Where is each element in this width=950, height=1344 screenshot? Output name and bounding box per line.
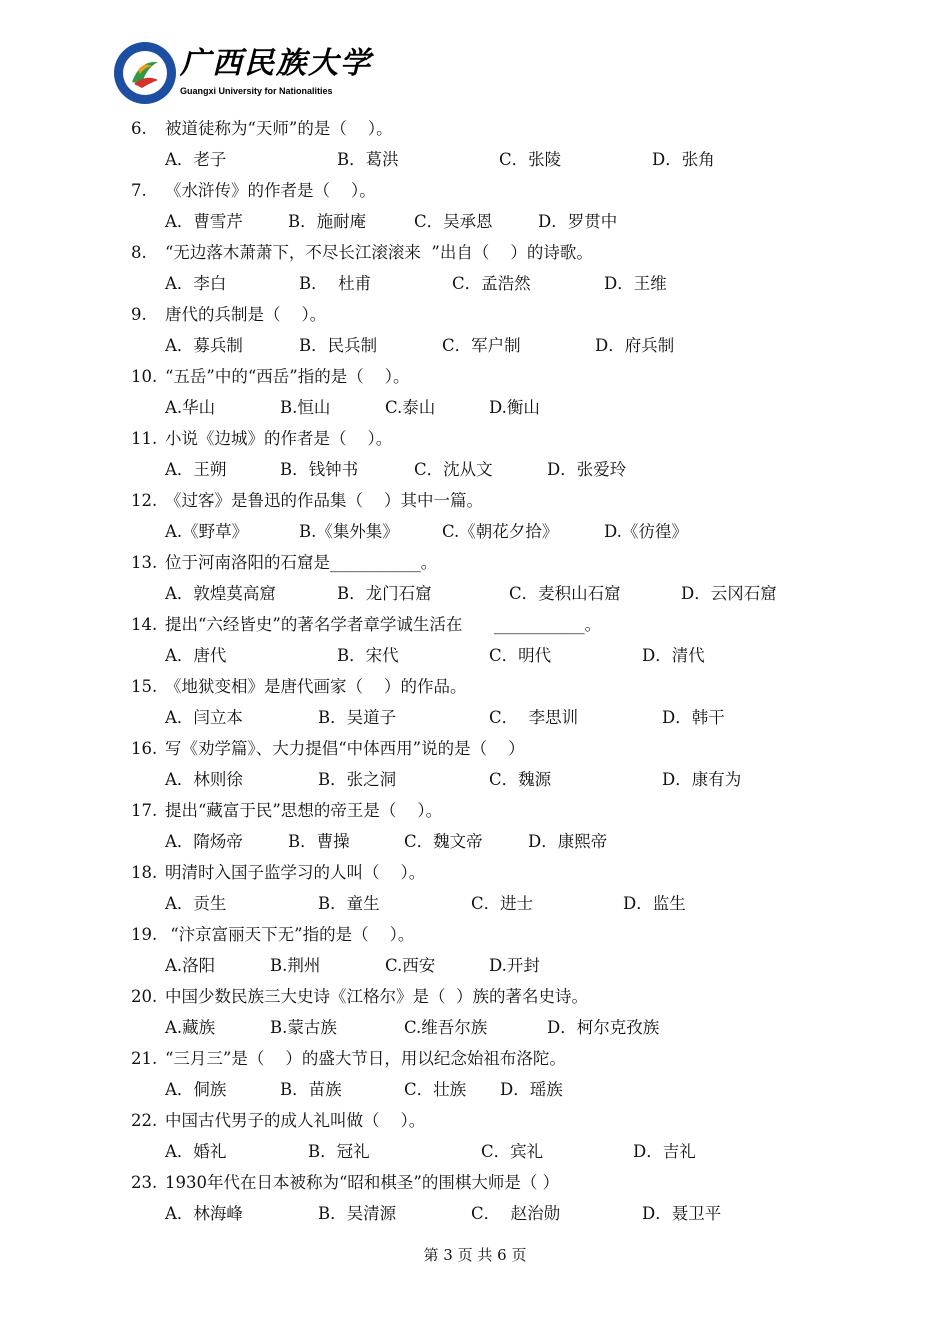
- question-item: [131, 1167, 911, 1198]
- answer-option: B．苗族: [280, 1080, 342, 1099]
- option-row: [131, 454, 911, 485]
- answer-option: B．施耐庵: [288, 212, 367, 231]
- question-text: 《过客》是鲁迅的作品集（ ）其中一篇。: [165, 491, 483, 510]
- question-text: 明清时入国子监学习的人叫（ ）。: [165, 863, 426, 882]
- question-text: 中国少数民族三大史诗《江格尔》是（ ）族的著名史诗。: [165, 987, 588, 1006]
- answer-option: D．瑶族: [500, 1080, 563, 1099]
- answer-option: A．李白: [165, 274, 227, 293]
- page-number: 第 3 页 共 6 页: [423, 1246, 527, 1264]
- answer-option: C．孟浩然: [452, 274, 531, 293]
- answer-option: A．隋炀帝: [165, 832, 243, 851]
- question-number: 17.: [131, 801, 158, 820]
- answer-option: B．冠礼: [308, 1142, 370, 1161]
- question-item: [131, 733, 911, 764]
- answer-option: A．林则徐: [165, 770, 243, 789]
- answer-option: B．葛洪: [337, 150, 399, 169]
- question-text: 中国古代男子的成人礼叫做（ ）。: [165, 1111, 426, 1130]
- question-text: “汴京富丽天下无”指的是（ ）。: [165, 925, 415, 944]
- question-text: 提出“六经皆史”的著名学者章学诚生活在 ___________。: [165, 615, 602, 634]
- answer-option: D．府兵制: [595, 336, 675, 355]
- question-item: [131, 1043, 911, 1074]
- option-row: [131, 578, 911, 609]
- question-item: [131, 423, 911, 454]
- answer-option: B．吴清源: [318, 1204, 397, 1223]
- option-row: [131, 640, 911, 671]
- answer-option: C.《朝花夕拾》: [442, 522, 559, 541]
- option-row: [131, 516, 911, 547]
- answer-option: A.藏族: [165, 1018, 216, 1037]
- question-number: 10.: [131, 367, 158, 386]
- answer-option: B．龙门石窟: [337, 584, 432, 603]
- option-row: [131, 206, 911, 237]
- answer-option: D．罗贯中: [538, 212, 618, 231]
- answer-option: A.《野草》: [165, 522, 249, 541]
- answer-option: C．明代: [489, 646, 552, 665]
- question-text: 写《劝学篇》、大力提倡“中体西用”说的是（ ）: [165, 739, 525, 758]
- question-number: 13.: [131, 553, 158, 572]
- answer-option: A．募兵制: [165, 336, 243, 355]
- question-item: [131, 609, 911, 640]
- answer-option: C.泰山: [385, 398, 436, 417]
- option-row: [131, 1074, 911, 1105]
- question-text: 提出“藏富于民”思想的帝王是（ ）。: [165, 801, 443, 820]
- answer-option: D．康有为: [662, 770, 742, 789]
- answer-option: C.维吾尔族: [404, 1018, 488, 1037]
- question-number: 7.: [131, 181, 147, 200]
- answer-option: C．麦积山石窟: [509, 584, 621, 603]
- question-item: [131, 237, 911, 268]
- question-item: [131, 671, 911, 702]
- answer-option: B．钱钟书: [280, 460, 359, 479]
- option-row: [131, 1198, 911, 1229]
- question-number: 19.: [131, 925, 158, 944]
- question-text: 1930年代在日本被称为“昭和棋圣”的围棋大师是（ ）: [165, 1173, 560, 1192]
- question-number: 6.: [131, 119, 147, 138]
- question-text: 《地狱变相》是唐代画家（ ）的作品。: [165, 677, 467, 696]
- answer-option: D.《彷徨》: [604, 522, 688, 541]
- option-row: [131, 1012, 911, 1043]
- answer-option: A．林海峰: [165, 1204, 243, 1223]
- answer-option: D．王维: [604, 274, 667, 293]
- question-item: [131, 857, 911, 888]
- answer-option: B.蒙古族: [270, 1018, 337, 1037]
- answer-option: C．魏源: [489, 770, 552, 789]
- answer-option: A．敦煌莫高窟: [165, 584, 276, 603]
- answer-option: C．沈从文: [414, 460, 493, 479]
- question-number: 21.: [131, 1049, 158, 1068]
- answer-option: D．清代: [642, 646, 705, 665]
- answer-option: B.荆州: [270, 956, 321, 975]
- answer-option: C．军户制: [442, 336, 521, 355]
- question-number: 12.: [131, 491, 158, 510]
- answer-option: B．童生: [318, 894, 380, 913]
- university-name-cn: 广西民族大学: [180, 46, 372, 81]
- answer-option: C．壮族: [404, 1080, 467, 1099]
- question-item: [131, 113, 911, 144]
- answer-option: A．王朔: [165, 460, 227, 479]
- answer-option: B．宋代: [337, 646, 399, 665]
- question-text: 小说《边城》的作者是（ ）。: [165, 429, 393, 448]
- question-number: 18.: [131, 863, 158, 882]
- question-item: [131, 299, 911, 330]
- option-row: [131, 950, 911, 981]
- option-row: [131, 888, 911, 919]
- question-list: [131, 113, 911, 1229]
- answer-option: C．宾礼: [481, 1142, 544, 1161]
- option-row: [131, 702, 911, 733]
- answer-option: B． 杜甫: [299, 274, 372, 293]
- question-number: 11.: [131, 429, 158, 448]
- question-number: 14.: [131, 615, 158, 634]
- question-number: 23.: [131, 1173, 158, 1192]
- question-number: 9.: [131, 305, 147, 324]
- university-name-en: Guangxi University for Nationalities: [180, 86, 333, 96]
- answer-option: C．吴承恩: [414, 212, 493, 231]
- answer-option: B．曹操: [288, 832, 350, 851]
- answer-option: D．张角: [652, 150, 715, 169]
- question-item: [131, 981, 911, 1012]
- question-number: 20.: [131, 987, 158, 1006]
- answer-option: D．监生: [623, 894, 686, 913]
- answer-option: A．婚礼: [165, 1142, 227, 1161]
- answer-option: A.华山: [165, 398, 216, 417]
- answer-option: A．贡生: [165, 894, 227, 913]
- answer-option: A．曹雪芹: [165, 212, 243, 231]
- question-number: 8.: [131, 243, 147, 262]
- university-logo-icon: [112, 40, 178, 106]
- question-item: [131, 361, 911, 392]
- option-row: [131, 144, 911, 175]
- answer-option: B．吴道子: [318, 708, 397, 727]
- page-header: [112, 40, 512, 106]
- answer-option: D．聂卫平: [642, 1204, 722, 1223]
- answer-option: B.恒山: [280, 398, 331, 417]
- answer-option: C.西安: [385, 956, 436, 975]
- question-item: [131, 795, 911, 826]
- question-number: 22.: [131, 1111, 158, 1130]
- answer-option: C．进士: [471, 894, 534, 913]
- option-row: [131, 764, 911, 795]
- question-text: “三月三”是（ ）的盛大节日，用以纪念始祖布洛陀。: [165, 1049, 566, 1068]
- question-number: 16.: [131, 739, 158, 758]
- question-text: “五岳”中的“西岳”指的是（ ）。: [165, 367, 410, 386]
- answer-option: C． 赵治勋: [471, 1204, 561, 1223]
- answer-option: D.衡山: [489, 398, 540, 417]
- option-row: [131, 268, 911, 299]
- question-item: [131, 547, 911, 578]
- answer-option: B．民兵制: [299, 336, 378, 355]
- question-item: [131, 919, 911, 950]
- answer-option: A.洛阳: [165, 956, 216, 975]
- answer-option: A．老子: [165, 150, 227, 169]
- question-text: 唐代的兵制是（ ）。: [165, 305, 327, 324]
- answer-option: D．云冈石窟: [681, 584, 777, 603]
- question-number: 15.: [131, 677, 158, 696]
- question-item: [131, 485, 911, 516]
- question-text: “无边落木萧萧下，不尽长江滚滚来 ”出自（ ）的诗歌。: [165, 243, 593, 262]
- question-item: [131, 1105, 911, 1136]
- answer-option: C． 李思训: [489, 708, 579, 727]
- answer-option: D．康熙帝: [528, 832, 608, 851]
- answer-option: B.《集外集》: [299, 522, 399, 541]
- question-item: [131, 175, 911, 206]
- answer-option: B．张之洞: [318, 770, 397, 789]
- answer-option: A．闫立本: [165, 708, 243, 727]
- answer-option: D．吉礼: [633, 1142, 696, 1161]
- option-row: [131, 826, 911, 857]
- answer-option: C．魏文帝: [404, 832, 483, 851]
- option-row: [131, 1136, 911, 1167]
- question-text: 《水浒传》的作者是（ ）。: [165, 181, 376, 200]
- answer-option: D.开封: [489, 956, 540, 975]
- answer-option: D．张爱玲: [547, 460, 627, 479]
- answer-option: A．唐代: [165, 646, 227, 665]
- answer-option: D．柯尔克孜族: [547, 1018, 660, 1037]
- option-row: [131, 330, 911, 361]
- question-text: 位于河南洛阳的石窟是___________。: [165, 553, 438, 572]
- question-text: 被道徒称为“天师”的是（ ）。: [165, 119, 393, 138]
- answer-option: C．张陵: [499, 150, 562, 169]
- option-row: [131, 392, 911, 423]
- answer-option: D．韩干: [662, 708, 725, 727]
- answer-option: A．侗族: [165, 1080, 227, 1099]
